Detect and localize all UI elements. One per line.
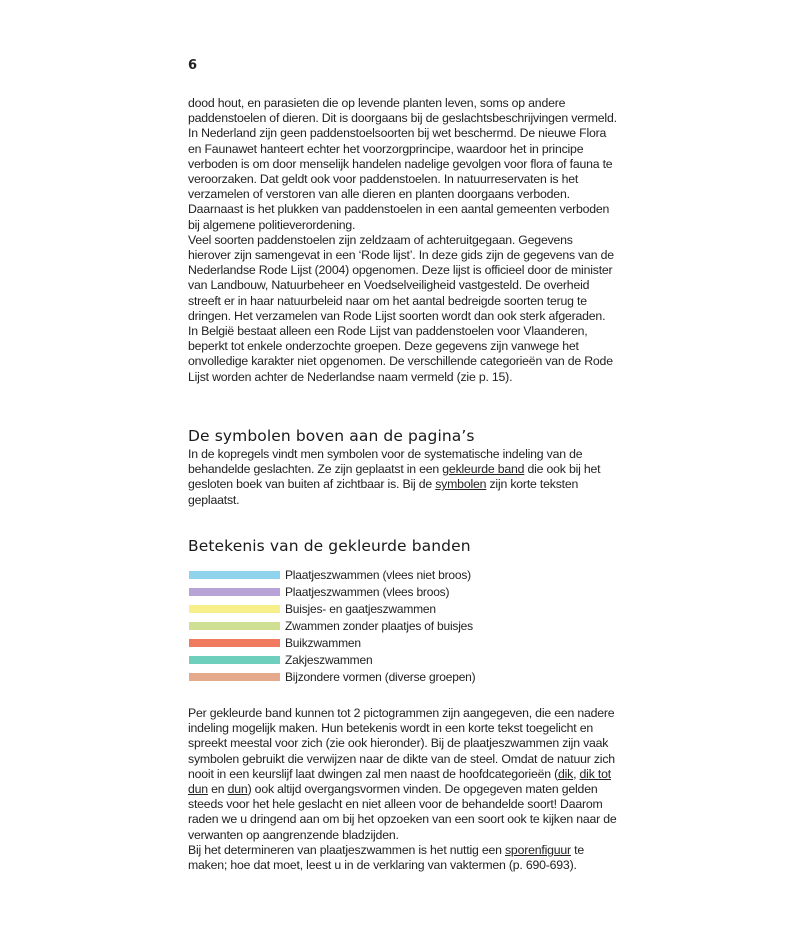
heading-symbolen: De symbolen boven aan de pagina’s bbox=[188, 427, 475, 445]
symbolen-text bbox=[188, 447, 618, 508]
paragraph-red-list: Veel soorten paddenstoelen zijn zeldzaam of achteruitgegaan. Gegevens hierover zijn samengevat in een ‘Rode lijst’. In deze gids zijn de gegevens van de Nederlandse Rode Lijst (2004) opgenomen. Deze lijst is officieel door de minister van Landbouw, Natuurbeheer en Voedselveiligheid vastgesteld. De overheid streeft er in haar natuurbeleid naar om het aantal bedreigde soorten terug te dringen. Het verzamelen van Rode Lijst soorten wordt dan ook sterk afgeraden. In België bestaat alleen een Rode Lijst van paddenstoelen voor Vlaanderen, beperkt tot enkele onderzochte groepen. Deze gegevens zijn vanwege het onvolledige karakter niet opgenomen. De verschillende categorieën van de Rode Lijst worden achter de Nederlandse naam vermeld (zie p. 15). bbox=[188, 232, 614, 384]
legend-label: Buisjes- en gaatjeszwammen bbox=[285, 601, 436, 616]
color-swatch bbox=[189, 673, 280, 681]
intro-text bbox=[188, 96, 618, 385]
legend-label: Bijzondere vormen (diverse groepen) bbox=[285, 669, 476, 684]
paragraph-sporenfiguur: Bij het determineren van plaatjeszwammen is het nuttig een sporenfiguur te maken; hoe dat moet, leest u in de verklaring van vaktermen (p. 690-693). bbox=[188, 842, 585, 873]
term-symbolen: symbolen bbox=[435, 477, 487, 492]
color-swatch bbox=[189, 605, 280, 613]
legend-label: Plaatjeszwammen (vlees niet broos) bbox=[285, 567, 471, 582]
paragraph-substrate: dood hout, en parasieten die op levende planten leven, soms op andere paddenstoelen of dieren. Dit is doorgaans bij de geslachtsbeschrijvingen vermeld. bbox=[188, 96, 617, 126]
page-number: 6 bbox=[188, 58, 198, 73]
legend-item bbox=[189, 634, 475, 651]
paragraph-protection: In Nederland zijn geen paddenstoelsoorten bij wet beschermd. De nieuwe Flora en Faunawet hanteert echter het voorzorgprincipe, waardoor het in principe verboden is om door menselijk handelen nadelige gevolgen voor flora of fauna te veroorzaken. Dat geldt ook voor paddenstoelen. In natuurreservaten is het verzamelen of verstoren van alle dieren en planten doorgaans verboden. Daarnaast is het plukken van paddenstoelen in een aantal gemeenten verboden bij algemene politieverordening. bbox=[188, 126, 613, 232]
legend-item bbox=[189, 583, 475, 600]
color-swatch bbox=[189, 639, 280, 647]
term-gekleurde-band: gekleurde band bbox=[442, 462, 525, 477]
legend-label: Zwammen zonder plaatjes of buisjes bbox=[285, 618, 473, 633]
paragraph-symbolen: In de kopregels vindt men symbolen voor de systematische indeling van de behandelde geslachten. Ze zijn geplaatst in een gekleurde band die ook bij het gesloten boek van buiten af zichtbaar is. Bij de symbolen zijn korte teksten geplaatst. bbox=[188, 447, 601, 507]
legend-label: Zakjeszwammen bbox=[285, 652, 373, 667]
term-sporenfiguur: sporenfiguur bbox=[504, 842, 571, 857]
legend-item bbox=[189, 617, 475, 634]
legend-item bbox=[189, 651, 475, 668]
term-dun: dun bbox=[227, 782, 248, 797]
legend-item bbox=[189, 566, 475, 583]
legend-item bbox=[189, 600, 475, 617]
color-swatch bbox=[189, 622, 280, 630]
term-dik-tot-dun: dik tot dun bbox=[188, 766, 611, 797]
heading-banden: Betekenis van de gekleurde banden bbox=[188, 537, 471, 555]
legend-label: Plaatjeszwammen (vlees broos) bbox=[285, 584, 450, 599]
color-swatch bbox=[189, 656, 280, 664]
legend-item bbox=[189, 668, 475, 685]
color-swatch bbox=[189, 588, 280, 596]
closing-text bbox=[188, 706, 618, 873]
color-band-legend bbox=[189, 566, 475, 685]
term-dik: dik bbox=[557, 766, 574, 781]
color-swatch bbox=[189, 571, 280, 579]
paragraph-pictogrammen: Per gekleurde band kunnen tot 2 pictogrammen zijn aangegeven, die een nadere indeling mogelijk maken. Hun betekenis wordt in een korte tekst toegelicht en spreekt meestal voor zich (zie ook hieronder). Bij de plaatjeszwammen zijn vaak symbolen gebruikt die verwijzen naar de dikte van de steel. Omdat de natuur zich nooit in een keurslijf laat dwingen zal men naast de hoofdcategorieën (dik, dik tot dun en dun) ook altijd overgangsvormen vinden. De opgegeven maten gelden steeds voor het hele geslacht en niet alleen voor de behandelde soort! Daarom raden we u dringend aan om bij het opzoeken van een soort ook te kijken naar de verwanten op aangrenzende bladzijden. bbox=[188, 706, 617, 842]
legend-label: Buikzwammen bbox=[285, 635, 361, 650]
